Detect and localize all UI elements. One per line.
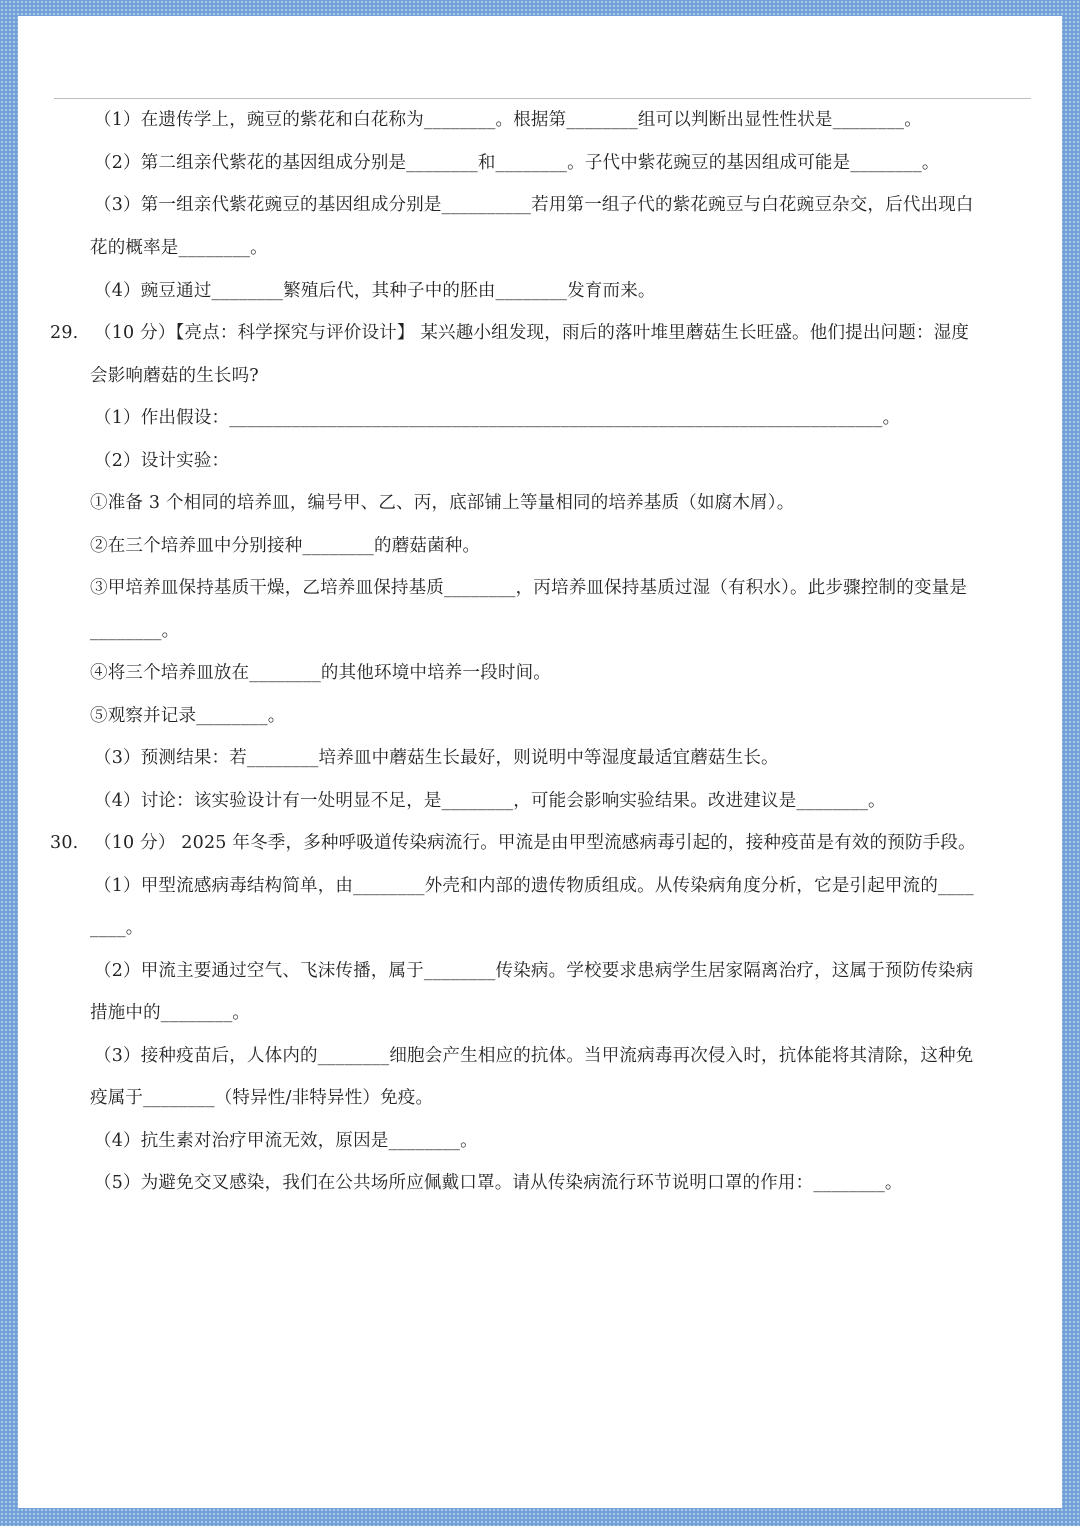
q28-part4: （4）豌豆通过________繁殖后代，其种子中的胚由________发育而来。 [94, 281, 656, 301]
q30-part1-continued: ____。 [90, 918, 144, 938]
q28-part3: （3）第一组亲代紫花豌豆的基因组成分别是__________若用第一组子代的紫花豌豆与白花豌豆杂交，后代出现白 [94, 195, 974, 215]
q30-part3: （3）接种疫苗后，人体内的________细胞会产生相应的抗体。当甲流病毒再次侵入时，抗体能将其清除，这种免 [94, 1046, 974, 1066]
q29-part2: （2）设计实验： [94, 451, 230, 471]
q29-part1: （1）作出假设：_________________________________________________________________________。 [94, 408, 901, 428]
q28-part3-continued: 花的概率是________。 [90, 238, 268, 258]
q28-part2: （2）第二组亲代紫花的基因组成分别是________和________。子代中紫花豌豆的基因组成可能是________。 [94, 153, 940, 173]
q29-step3: ③甲培养皿保持基质干燥，乙培养皿保持基质________，丙培养皿保持基质过湿（有积水）。此步骤控制的变量是 [90, 578, 968, 598]
exam-page [18, 16, 1062, 1508]
q29-number: 29. [50, 323, 79, 343]
q29-step3-continued: ________。 [90, 621, 180, 641]
header-divider [54, 98, 1031, 99]
q29-part3: （3）预测结果：若________培养皿中蘑菇生长最好，则说明中等湿度最适宜蘑菇生长。 [94, 748, 779, 768]
q30-part3-continued: 疫属于________（特异性/非特异性）免疫。 [90, 1088, 434, 1108]
q30-part1: （1）甲型流感病毒结构简单，由________外壳和内部的遗传物质组成。从传染病角度分析，它是引起甲流的____ [94, 876, 974, 896]
q30-part5: （5）为避免交叉感染，我们在公共场所应佩戴口罩。请从传染病流行环节说明口罩的作用：________。 [94, 1173, 903, 1193]
q29-stem: （10 分）【亮点：科学探究与评价设计】 某兴趣小组发现，雨后的落叶堆里蘑菇生长旺盛。他们提出问题：湿度 [94, 323, 970, 343]
q30-part2-continued: 措施中的________。 [90, 1003, 251, 1023]
q29-step1: ①准备 3 个相同的培养皿，编号甲、乙、丙，底部铺上等量相同的培养基质（如腐木屑）。 [90, 493, 795, 513]
q30-part4: （4）抗生素对治疗甲流无效，原因是________。 [94, 1131, 478, 1151]
q29-stem-continued: 会影响蘑菇的生长吗? [90, 366, 259, 386]
q29-step5: ⑤观察并记录________。 [90, 706, 286, 726]
q29-part4: （4）讨论：该实验设计有一处明显不足，是________，可能会影响实验结果。改进建议是________。 [94, 791, 886, 811]
q30-number: 30. [50, 833, 79, 853]
q29-step2: ②在三个培养皿中分别接种________的蘑菇菌种。 [90, 536, 481, 556]
q30-stem: （10 分） 2025 年冬季，多种呼吸道传染病流行。甲流是由甲型流感病毒引起的，接种疫苗是有效的预防手段。 [94, 833, 976, 853]
q29-step4: ④将三个培养皿放在________的其他环境中培养一段时间。 [90, 663, 551, 683]
q30-part2: （2）甲流主要通过空气、飞沫传播，属于________传染病。学校要求患病学生居家隔离治疗，这属于预防传染病 [94, 961, 974, 981]
q28-part1: （1）在遗传学上，豌豆的紫花和白花称为________。根据第________组可以判断出显性性状是________。 [94, 110, 922, 130]
